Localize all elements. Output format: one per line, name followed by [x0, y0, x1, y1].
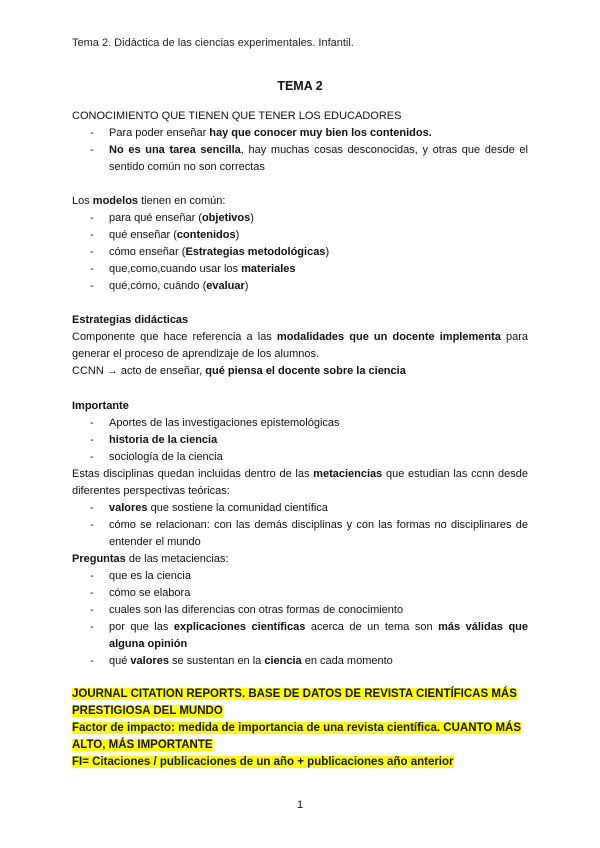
list-item: - para qué enseñar (objetivos): [72, 210, 528, 227]
page-number: 1: [296, 799, 304, 811]
highlighted-notes: [72, 686, 528, 771]
bullet-list: [72, 210, 528, 295]
section-estrategias: [72, 312, 528, 380]
bullet-list: [72, 415, 528, 466]
section-modelos: [72, 193, 528, 295]
list-item: [72, 142, 528, 176]
page-header: Tema 2. Didáctica de las ciencias experimentales. Infantil.: [72, 37, 354, 49]
bullet-list: [72, 500, 528, 551]
list-item: - qué enseñar (contenidos): [72, 227, 528, 244]
section-heading: CONOCIMIENTO QUE TIENEN QUE TENER LOS EDUCADORES: [72, 110, 402, 122]
list-item: - que,como,cuando usar los materiales: [72, 261, 528, 278]
list-item: - valores que sostiene la comunidad científica: [72, 500, 528, 517]
section-intro: Los modelos tienen en común:: [72, 195, 226, 207]
list-item: - qué,cómo, cuándo (evaluar): [72, 278, 528, 295]
list-item: - por que las explicaciones científicas acerca de un tema son más válidas que alguna opinión: [72, 619, 528, 653]
bullet-list: [72, 568, 528, 670]
list-item: - cuales son las diferencias con otras formas de conocimiento: [72, 602, 528, 619]
list-item: - qué valores se sustentan en la ciencia en cada momento: [72, 653, 528, 670]
highlight-line: FI= Citaciones / publicaciones de un año + publicaciones año anterior: [72, 756, 454, 768]
paragraph: Componente que hace referencia a las modalidades que un docente implementa para generar el proceso de aprendizaje de los alumnos.: [72, 331, 529, 360]
item-bold: hay que conocer muy bien los contenidos.: [209, 127, 432, 139]
paragraph: Estas disciplinas quedan incluidas dentro de las metaciencias que estudian las ccnn desde diferentes perspectivas teóricas:: [72, 468, 528, 497]
list-item: - historia de la ciencia: [72, 432, 528, 449]
item-text: , hay muchas cosas desconocidas, y otras que desde el sentido común no son correctas: [109, 144, 528, 173]
list-item: [72, 125, 528, 142]
list-item: - que es la ciencia: [72, 568, 528, 585]
section-heading: Importante: [72, 400, 129, 412]
highlight-line: JOURNAL CITATION REPORTS. BASE DE DATOS DE REVISTA CIENTÍFICAS MÁS PRESTIGIOSA DEL MUNDO: [72, 688, 517, 717]
item-text: Para poder enseñar: [109, 127, 210, 139]
section-importante: [72, 398, 528, 670]
section-heading: Estrategias didácticas: [72, 314, 189, 326]
list-item: - Aportes de las investigaciones epistemológicas: [72, 415, 528, 432]
highlight-line: Factor de impacto: medida de importancia de una revista científica. CUANTO MÁS ALTO, MÁS IMPORTANTE: [72, 722, 522, 751]
paragraph-ccnn: CCNN → acto de enseñar, qué piensa el docente sobre la ciencia: [72, 365, 406, 377]
questions-heading: Preguntas de las metaciencias:: [72, 553, 229, 565]
list-item: - cómo se elabora: [72, 585, 528, 602]
list-item: - sociología de la ciencia: [72, 449, 528, 466]
list-item: - cómo enseñar (Estrategias metodológicas): [72, 244, 528, 261]
bullet-list: [72, 125, 528, 176]
page-title: TEMA 2: [277, 79, 323, 93]
section-educadores: [72, 108, 528, 176]
list-item: - cómo se relacionan: con las demás disciplinas y con las formas no disciplinares de entender el mundo: [72, 517, 528, 551]
item-bold: No es una tarea sencilla: [109, 144, 241, 156]
